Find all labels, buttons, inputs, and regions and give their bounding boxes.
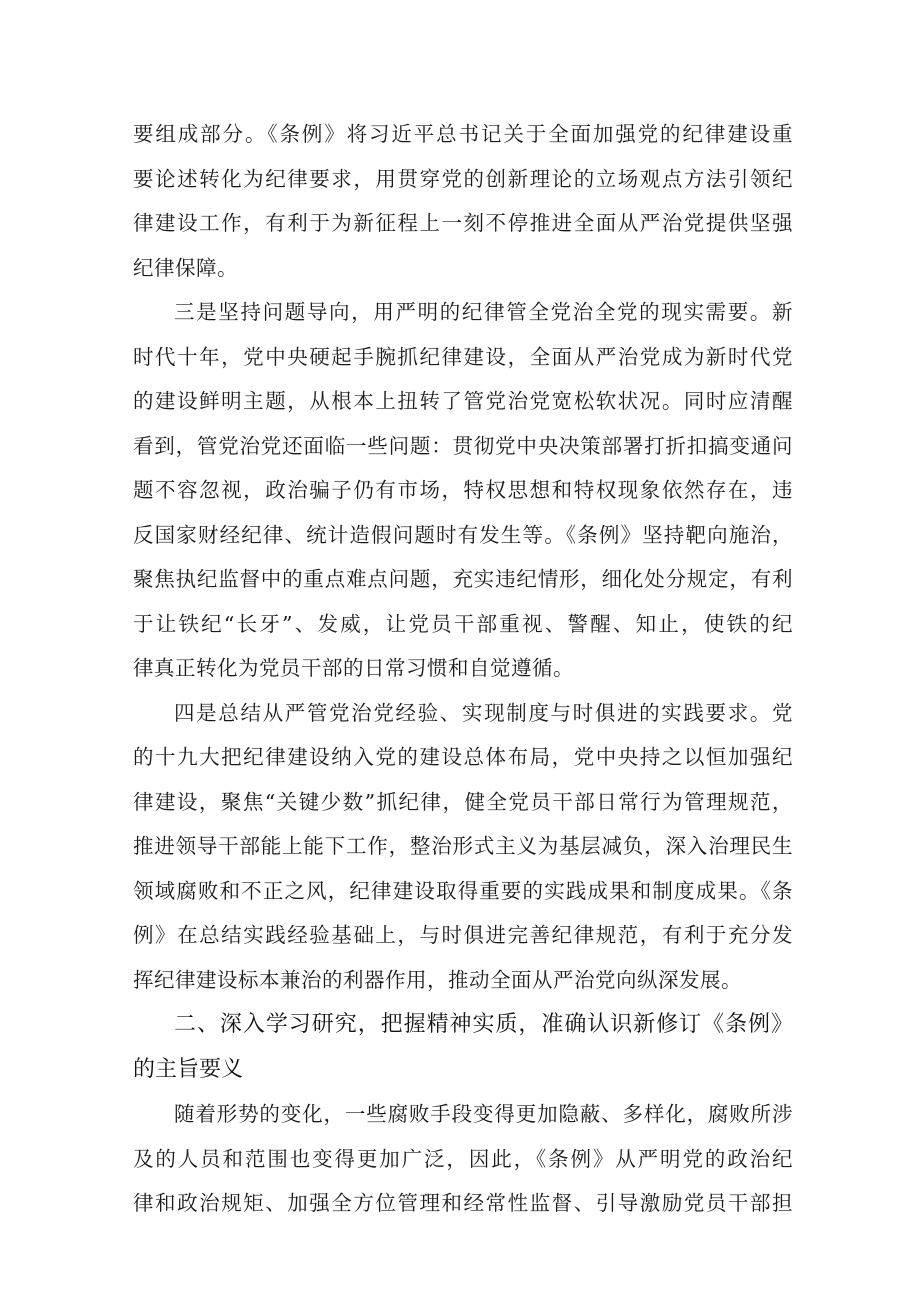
text-line: 例》在总结实践经验基础上，与时俱进完善纪律规范，有利于充分发	[133, 923, 793, 947]
text-line: 的建设鲜明主题，从根本上扭转了管党治党宽松软状况。同时应清醒	[133, 389, 793, 413]
text-line: 的十九大把纪律建设纳入党的建设总体布局，党中央持之以恒加强纪	[133, 745, 793, 769]
text-line: 三是坚持问题导向，用严明的纪律管全党治全党的现实需要。新	[174, 300, 793, 324]
paragraph-1	[133, 112, 793, 290]
text-line: 要论述转化为纪律要求，用贯穿党的创新理论的立场观点方法引领纪	[133, 166, 793, 191]
text-line: 随着形势的变化，一些腐败手段变得更加隐蔽、多样化，腐败所涉	[174, 1102, 793, 1126]
heading-line: 的主旨要义	[133, 1057, 244, 1082]
text-line: 题不容忽视，政治骗子仍有市场，特权思想和特权现象依然存在，违	[133, 478, 793, 502]
text-line: 时代十年，党中央硬起手腕抓纪律建设，全面从严治党成为新时代党	[133, 344, 793, 369]
text-line: 律建设，聚焦“关键少数”抓纪律，健全党员干部日常行为管理规范，	[133, 789, 793, 814]
text-line: 及的人员和范围也变得更加广泛，因此，《条例》从严明党的政治纪	[133, 1146, 793, 1171]
text-line: 推进领导干部能上能下工作，整治形式主义为基层减负，深入治理民生	[133, 834, 793, 858]
section-heading	[133, 1002, 793, 1092]
text-line: 要组成部分。《条例》将习近平总书记关于全面加强党的纪律建设重	[133, 122, 793, 146]
text-line: 律建设工作，有利于为新征程上一刻不停推进全面从严治党提供坚强	[133, 211, 793, 235]
text-line: 四是总结从严管党治党经验、实现制度与时俱进的实践要求。党	[174, 700, 793, 725]
text-line: 于让铁纪“长牙”、发威，让党员干部重视、警醒、知止，使铁的纪	[133, 611, 793, 636]
text-line: 纪律保障。	[133, 255, 238, 280]
text-line: 挥纪律建设标本兼治的利器作用，推动全面从严治党向纵深发展。	[133, 967, 742, 992]
document-body	[133, 112, 793, 1226]
text-line: 聚焦执纪监督中的重点难点问题，充实违纪情形，细化处分规定，有利	[133, 567, 793, 591]
text-line: 律真正转化为党员干部的日常习惯和自觉遵循。	[133, 656, 574, 680]
paragraph-2	[133, 290, 793, 691]
heading-line: 二、深入学习研究，把握精神实质，准确认识新修订《条例》	[174, 1012, 793, 1037]
text-line: 反国家财经纪律、统计造假问题时有发生等。《条例》坚持靶向施治，	[133, 522, 793, 547]
text-line: 领域腐败和不正之风，纪律建设取得重要的实践成果和制度成果。《条	[133, 878, 793, 903]
text-line: 律和政治规矩、加强全方位管理和经常性监督、引导激励党员干部担	[133, 1191, 793, 1215]
paragraph-4	[133, 1092, 793, 1226]
paragraph-3	[133, 691, 793, 1003]
text-line: 看到，管党治党还面临一些问题：贯彻党中央决策部署打折扣搞变通问	[133, 433, 793, 458]
